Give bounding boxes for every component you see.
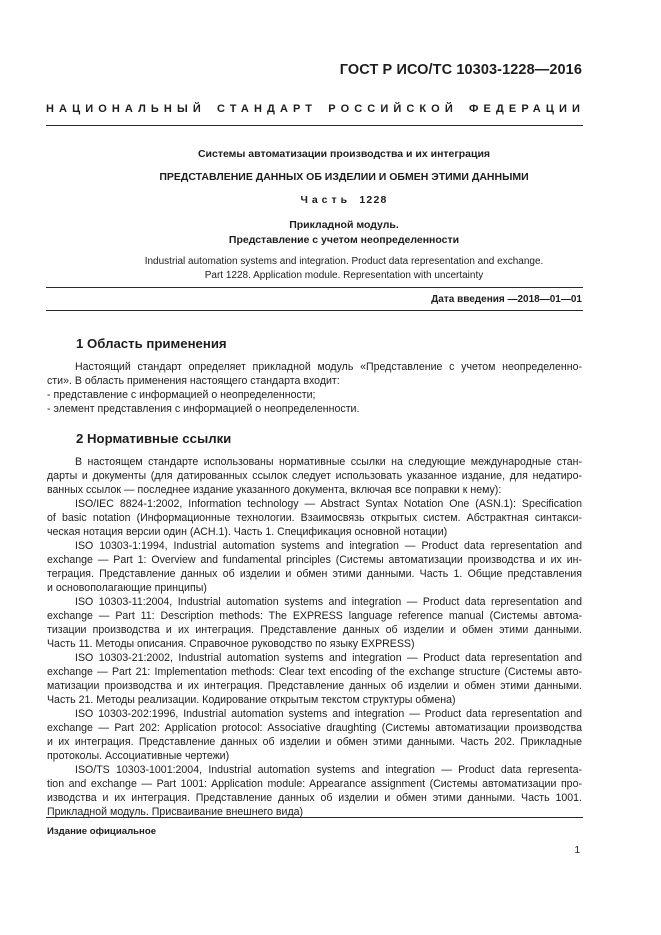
section-2-line: exchange — Part 202: Application protocol: Associative draughting (Системы автоматизации производства (47, 722, 582, 734)
section-1-body (47, 360, 582, 416)
section-2-line: ческая нотация версии один (АСН.1). Часть 1. Спецификация основной нотации) (47, 526, 448, 538)
section-2-line: и их интеграция. Представление данных об изделии и обмен этими данными. Часть 202. Прикладные (47, 736, 582, 748)
section-1-line: Настоящий стандарт определяет прикладной модуль «Представление с учетом неопределенно- (75, 361, 582, 373)
section-2-line: Прикладной модуль. Присваивание внешнего вида) (47, 806, 304, 818)
section-2-line: теграция. Представление данных об изделии и обмен этими данными. Часть 1. Общие представления (47, 568, 582, 580)
introduction-date: Дата введения —2018—01—01 (431, 294, 582, 305)
section-2-line: Часть 21. Методы реализации. Кодирование открытым текстом структуры обмена) (47, 694, 456, 706)
section-2-line: ISO 10303-21:2002, Industrial automation systems and integration — Product data representation and (75, 652, 582, 664)
section-2-line: ISO 10303-1:1994, Industrial automation systems and integration — Product data representation and (75, 540, 582, 552)
section-1-line: сти». В область применения настоящего стандарта входит: (47, 375, 340, 387)
section-2-line: матизации производства и их интеграция. Представление данных об изделии и обмен этими данными. (47, 680, 582, 692)
section-2-line: ISO 10303-202:1996, Industrial automation systems and integration — Product data representation and (75, 708, 582, 720)
section-2-line: ванных ссылок — последнее издание указанного документа, включая все поправки к нему): (47, 484, 502, 496)
section-2-line: тизации производства и их интеграция. Представление данных об изделии и обмен этими данными. (47, 624, 582, 636)
section-2-line: ISO 10303-11:2004, Industrial automation systems and integration — Product data representation and (75, 596, 582, 608)
module-title-line-2: Представление с учетом неопределенности (228, 234, 460, 246)
section-2-line: tion and exchange — Part 1001: Application module: Appearance assignment (Системы автоматизации про- (47, 778, 582, 790)
section-1-heading: 1 Область применения (76, 336, 227, 351)
english-title (60, 255, 628, 282)
english-title-line-1: Industrial automation systems and integration. Product data representation and exchange. (144, 256, 544, 267)
title-divider (46, 287, 583, 288)
section-2-line: exchange — Part 11: Description methods: The EXPRESS language reference manual (Системы автома- (47, 610, 582, 622)
section-2-heading: 2 Нормативные ссылки (76, 431, 232, 446)
section-2-line: изводства и их интеграция. Представление данных об изделии и обмен этими данными. Часть 1001. (47, 792, 582, 804)
date-divider (46, 310, 583, 311)
section-2-line: ISO/TS 10303-1001:2004, Industrial automation systems and integration — Product data representa- (75, 764, 582, 776)
document-id: ГОСТ Р ИСО/ТС 10303-1228—2016 (339, 62, 582, 78)
part-word: Часть (300, 194, 352, 206)
section-1-line: - представление с информацией о неопределенности; (47, 389, 316, 401)
english-title-line-2: Part 1228. Application module. Representation with uncertainty (204, 269, 484, 281)
section-2-line: of basic notation (Информационные технологии. Взаимосвязь открытых систем. Абстрактная синтакси- (47, 512, 582, 524)
section-2-body (47, 455, 582, 819)
page-number: 1 (574, 845, 580, 856)
header-divider (46, 125, 583, 126)
section-2-line: протоколы. Ассоциативные чертежи) (47, 750, 230, 762)
module-title (60, 218, 628, 248)
main-title: ПРЕДСТАВЛЕНИЕ ДАННЫХ ОБ ИЗДЕЛИИ И ОБМЕН ЭТИМИ ДАННЫМИ (159, 171, 529, 183)
series-title: Системы автоматизации производства и их интеграция (197, 148, 491, 160)
part-number: 1228 (359, 194, 388, 206)
section-2-line: и основополагающие принципы) (47, 582, 207, 594)
section-1-line: - элемент представления с информацией о неопределенности. (47, 403, 360, 415)
section-2-line: ISO/IEC 8824-1:2002, Information technology — Abstract Syntax Notation One (ASN.1): Specification (75, 498, 582, 510)
section-2-line: exchange — Part 1: Overview and fundamental principles (Системы автоматизации производства и их ин- (47, 554, 582, 566)
section-2-line: exchange — Part 21: Implementation methods: Clear text encoding of the exchange structure (Системы авто- (47, 666, 582, 678)
footer-divider (46, 817, 583, 818)
national-standard-banner: НАЦИОНАЛЬНЫЙ СТАНДАРТ РОССИЙСКОЙ ФЕДЕРАЦИИ (46, 103, 585, 115)
section-2-line: Часть 11. Методы описания. Справочное руководство по языку EXPRESS) (47, 638, 415, 650)
edition-label: Издание официальное (47, 826, 157, 837)
module-title-line-1: Прикладной модуль. (289, 219, 399, 231)
part-label (60, 194, 628, 206)
section-2-line: дарты и документы (для датированных ссылок следует использовать указанное издание, для недатиро- (47, 470, 582, 482)
section-2-line: В настоящем стандарте использованы нормативные ссылки на следующие международные стан- (75, 456, 582, 468)
